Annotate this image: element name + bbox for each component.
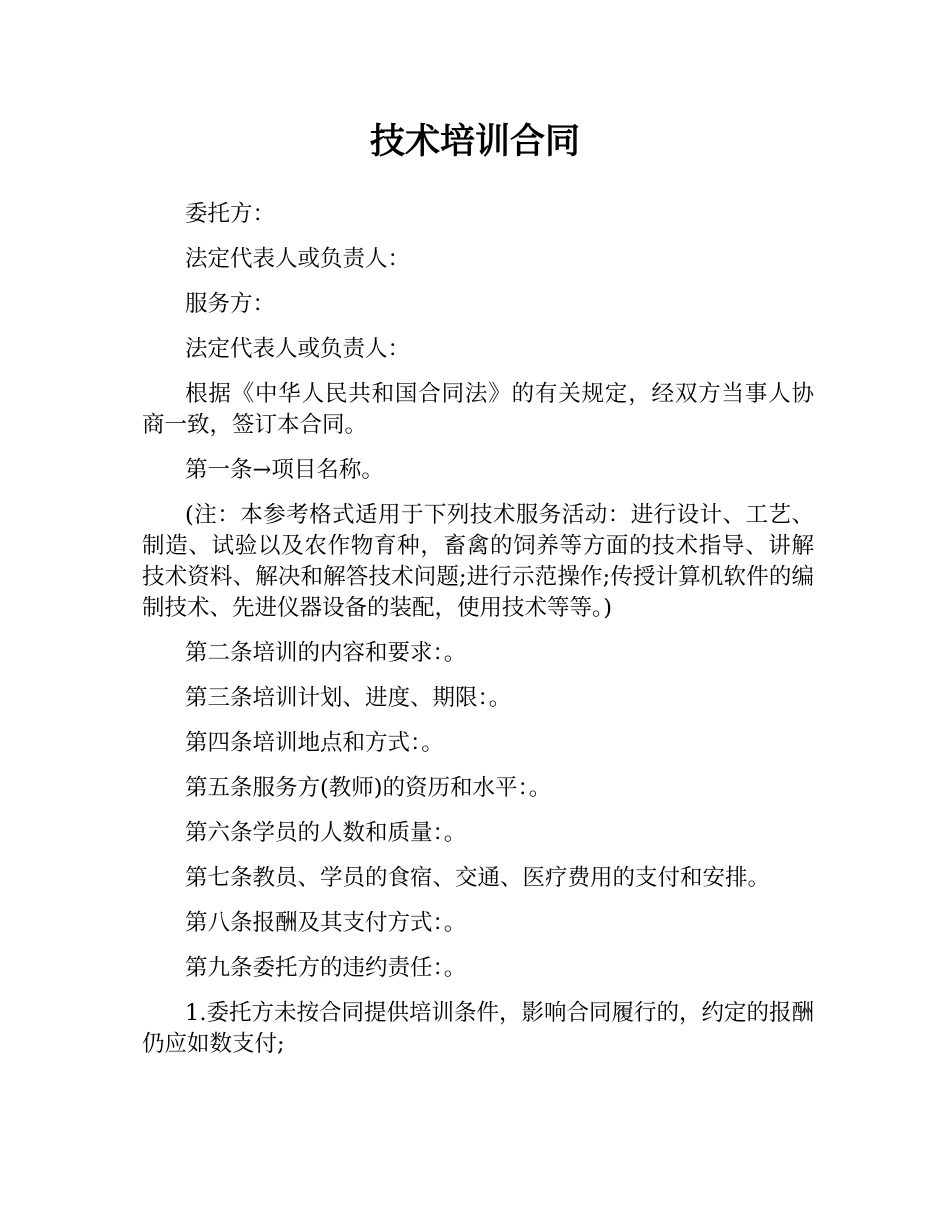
applicability-note: (注：本参考格式适用于下列技术服务活动：进行设计、工艺、制造、试验以及农作物育种，畜禽的饲养等方面的技术指导、讲解技术资料、解决和解答技术问题;进行示范操作;传授计算机软件的编制技术、先进仪器设备的装配，使用技术等等。) bbox=[142, 502, 814, 621]
article-7-expenses: 第七条教员、学员的食宿、交通、医疗费用的支付和安排。 bbox=[185, 865, 771, 891]
document-body bbox=[142, 199, 814, 1074]
client-party-line: 委托方： bbox=[185, 201, 276, 227]
article-3-schedule: 第三条培训计划、进度、期限：。 bbox=[185, 685, 512, 711]
document-title: 技术培训合同 bbox=[369, 122, 580, 162]
preamble-paragraph: 根据《中华人民共和国合同法》的有关规定，经双方当事人协商一致，签订本合同。 bbox=[142, 381, 814, 438]
client-representative-line: 法定代表人或负责人： bbox=[185, 246, 411, 272]
article-2-content: 第二条培训的内容和要求：。 bbox=[185, 640, 467, 666]
article-9-item-1: 1.委托方未按合同提供培训条件，影响合同履行的，约定的报酬仍应如数支付; bbox=[142, 1000, 814, 1057]
article-6-trainees: 第六条学员的人数和质量：。 bbox=[185, 820, 467, 846]
article-9-client-liability: 第九条委托方的违约责任：。 bbox=[185, 955, 467, 981]
article-4-location: 第四条培训地点和方式：。 bbox=[185, 730, 444, 756]
article-5-qualification: 第五条服务方(教师)的资历和水平：。 bbox=[185, 775, 552, 801]
service-representative-line: 法定代表人或负责人： bbox=[185, 336, 411, 362]
article-8-remuneration: 第八条报酬及其支付方式：。 bbox=[185, 910, 467, 936]
service-party-line: 服务方： bbox=[185, 291, 276, 317]
article-1-project-name: 第一条→项目名称。 bbox=[185, 457, 384, 483]
